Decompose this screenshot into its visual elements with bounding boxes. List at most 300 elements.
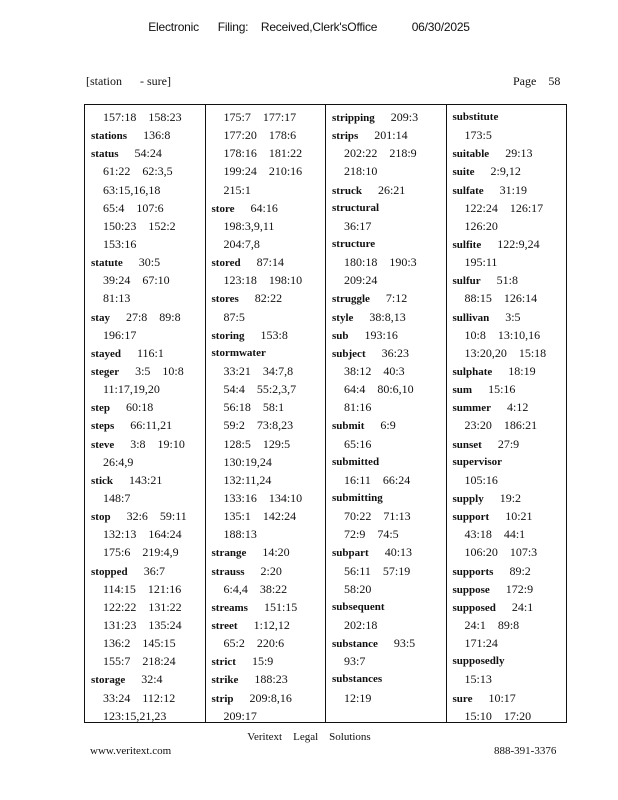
index-refs: 202:18 — [344, 617, 378, 632]
index-term: status — [91, 148, 119, 161]
index-entry — [332, 308, 446, 326]
index-continuation — [212, 580, 326, 598]
index-entry — [212, 562, 326, 580]
index-term: stopped — [91, 565, 128, 578]
index-refs: 178:16 181:22 — [223, 146, 303, 161]
index-continuation — [91, 525, 205, 543]
index-refs: 33:21 34:7,8 — [223, 363, 294, 378]
index-refs: 43:18 44:1 — [464, 527, 526, 542]
index-refs: 89:2 — [509, 563, 531, 578]
index-refs: 70:22 71:13 — [344, 509, 411, 524]
index-entry — [91, 562, 205, 580]
index-refs: 66:11,21 — [130, 418, 173, 433]
index-refs: 40:13 — [384, 545, 413, 560]
index-continuation — [212, 453, 326, 471]
index-term: statute — [91, 257, 123, 270]
index-continuation — [453, 670, 567, 688]
index-refs: 56:11 57:19 — [344, 563, 411, 578]
index-entry — [212, 253, 326, 271]
index-continuation — [91, 108, 205, 126]
index-term: supposedly — [452, 655, 505, 668]
index-entry — [91, 435, 205, 453]
index-term: sulfate — [452, 184, 484, 197]
index-refs: 218:10 — [344, 164, 378, 179]
index-continuation — [212, 380, 326, 398]
index-continuation — [332, 144, 446, 162]
index-continuation — [453, 289, 567, 307]
index-continuation — [91, 580, 205, 598]
index-term: sullivan — [452, 311, 490, 324]
index-continuation — [91, 162, 205, 180]
index-term: summer — [452, 402, 491, 415]
index-refs: 16:11 66:24 — [344, 472, 411, 487]
index-refs: 175:7 177:17 — [223, 110, 297, 124]
index-refs: 3:5 — [505, 309, 521, 324]
index-continuation — [91, 271, 205, 289]
index-term: submitting — [332, 491, 383, 504]
index-grid — [84, 104, 567, 723]
index-refs: 106:20 107:3 — [464, 545, 538, 560]
index-refs: 12:19 — [344, 690, 372, 705]
index-refs: 143:21 — [129, 472, 163, 487]
index-term: strange — [211, 547, 247, 560]
index-entry — [453, 489, 567, 507]
index-refs: 173:5 — [464, 128, 492, 143]
index-refs: 59:2 73:8,23 — [223, 418, 294, 433]
index-refs: 10:8 13:10,16 — [464, 327, 541, 342]
index-refs: 56:18 58:1 — [223, 400, 285, 415]
index-refs: 39:24 67:10 — [103, 273, 170, 288]
index-term: subsequent — [332, 600, 385, 613]
index-entry — [453, 398, 567, 416]
index-term: subpart — [332, 547, 369, 560]
index-entry — [332, 181, 446, 199]
index-term: strip — [211, 692, 234, 705]
index-continuation — [212, 126, 326, 144]
index-refs: 6:4,4 38:22 — [223, 581, 288, 596]
index-refs: 122:22 131:22 — [103, 599, 182, 614]
index-refs: 209:17 — [223, 708, 257, 722]
index-continuation — [332, 398, 446, 416]
index-column-4 — [446, 105, 567, 722]
index-refs: 150:23 152:2 — [103, 218, 176, 233]
index-term: submit — [332, 420, 365, 433]
index-continuation — [212, 416, 326, 434]
index-term: streams — [211, 601, 248, 614]
index-refs: 105:16 — [464, 472, 498, 487]
index-refs: 148:7 — [103, 490, 131, 505]
index-continuation — [91, 453, 205, 471]
index-entry — [332, 598, 446, 616]
index-continuation — [212, 362, 326, 380]
index-continuation — [91, 634, 205, 652]
index-refs: 196:17 — [103, 327, 137, 342]
index-refs: 131:23 135:24 — [103, 617, 182, 632]
index-continuation — [212, 271, 326, 289]
index-refs: 65:2 220:6 — [223, 636, 285, 651]
index-term: structure — [332, 237, 376, 250]
index-entry — [212, 670, 326, 688]
index-continuation — [332, 652, 446, 670]
index-entry — [453, 562, 567, 580]
index-term: stations — [91, 130, 128, 143]
index-term: stick — [91, 474, 113, 487]
index-refs: 10:21 — [505, 509, 533, 524]
index-continuation — [453, 416, 567, 434]
index-term: supply — [452, 492, 484, 505]
index-continuation — [91, 217, 205, 235]
index-entry — [91, 126, 205, 144]
index-term: step — [91, 402, 110, 415]
index-refs: 27:8 89:8 — [125, 309, 181, 324]
index-refs: 4:12 — [507, 400, 529, 415]
index-term: steve — [91, 438, 115, 451]
index-entry — [453, 271, 567, 289]
index-refs: 93:7 — [344, 654, 366, 669]
index-refs: 1:12,12 — [253, 617, 290, 632]
index-continuation — [332, 253, 446, 271]
index-entry — [332, 543, 446, 561]
index-term: stormwater — [211, 346, 266, 359]
index-term: storage — [91, 674, 126, 687]
index-refs: 153:8 — [260, 327, 288, 342]
index-entry — [453, 162, 567, 180]
footer-company: Veritext Legal Solutions — [247, 731, 371, 743]
index-refs: 209:3 — [390, 110, 419, 124]
index-refs: 133:16 134:10 — [223, 490, 303, 505]
index-entry — [453, 235, 567, 253]
index-term: sulphate — [452, 365, 493, 378]
index-refs: 87:14 — [256, 255, 284, 270]
index-entry — [332, 108, 446, 126]
index-refs: 81:13 — [103, 291, 131, 306]
index-term: support — [452, 511, 490, 524]
index-term: steps — [91, 420, 115, 433]
index-refs: 15:16 — [488, 382, 516, 397]
index-refs: 93:5 — [393, 636, 416, 651]
index-refs: 155:7 218:24 — [103, 654, 176, 669]
index-term: style — [332, 311, 354, 324]
index-refs: 195:11 — [464, 255, 498, 270]
index-refs: 82:22 — [254, 291, 283, 306]
index-term: subject — [332, 347, 366, 360]
index-refs: 177:20 178:6 — [223, 128, 297, 143]
index-continuation — [212, 471, 326, 489]
index-refs: 63:15,16,18 — [103, 182, 161, 197]
footer-website: www.veritext.com — [90, 745, 172, 757]
index-refs: 38:8,13 — [369, 309, 406, 324]
index-refs: 198:3,9,11 — [223, 218, 275, 233]
index-refs: 209:8,16 — [249, 690, 292, 705]
index-refs: 64:16 — [250, 200, 278, 215]
index-refs: 151:15 — [263, 599, 298, 614]
index-refs: 10:17 — [488, 690, 516, 705]
index-refs: 24:1 89:8 — [464, 617, 520, 632]
index-continuation — [91, 689, 205, 707]
index-range: [station - sure] — [86, 74, 171, 88]
index-refs: 38:12 40:3 — [344, 363, 405, 378]
index-entry — [91, 398, 205, 416]
index-entry — [91, 507, 205, 525]
index-refs: 136:2 145:15 — [103, 636, 176, 651]
index-entry — [332, 199, 446, 217]
index-refs: 188:23 — [254, 672, 288, 687]
index-continuation — [453, 634, 567, 652]
index-refs: 33:24 112:12 — [103, 690, 176, 705]
index-column-1 — [85, 105, 205, 722]
index-continuation — [212, 525, 326, 543]
index-refs: 172:9 — [505, 581, 534, 596]
index-continuation — [212, 435, 326, 453]
index-term: stayed — [91, 347, 121, 360]
index-term: store — [211, 202, 235, 215]
index-refs: 126:20 — [464, 218, 498, 233]
index-continuation — [453, 126, 567, 144]
index-entry — [332, 489, 446, 507]
index-continuation — [332, 580, 446, 598]
index-term: storing — [211, 329, 245, 342]
index-refs: 6:9 — [380, 418, 396, 433]
index-refs: 88:15 126:14 — [464, 291, 538, 306]
index-continuation — [332, 435, 446, 453]
index-entry — [453, 308, 567, 326]
index-term: stores — [211, 293, 239, 306]
index-refs: 132:13 164:24 — [103, 527, 182, 542]
index-refs: 123:15,21,23 — [103, 708, 167, 722]
index-refs: 122:24 126:17 — [464, 200, 544, 215]
index-refs: 15:9 — [251, 654, 274, 669]
index-continuation — [332, 689, 446, 707]
index-refs: 19:2 — [499, 490, 522, 505]
index-refs: 128:5 129:5 — [223, 436, 291, 451]
index-continuation — [453, 616, 567, 634]
index-term: suitable — [452, 148, 490, 161]
index-entry — [332, 416, 446, 434]
index-term: structural — [332, 201, 380, 214]
index-refs: 29:13 — [505, 146, 533, 161]
index-term: substance — [332, 638, 378, 651]
index-continuation — [212, 144, 326, 162]
index-refs: 65:4 107:6 — [103, 200, 164, 215]
index-continuation — [332, 271, 446, 289]
index-entry — [91, 362, 205, 380]
index-continuation — [91, 489, 205, 507]
index-refs: 215:1 — [223, 182, 251, 197]
index-refs: 11:17,19,20 — [103, 382, 160, 397]
index-refs: 123:18 198:10 — [223, 273, 303, 288]
index-continuation — [212, 489, 326, 507]
index-entry — [91, 670, 205, 688]
index-refs: 23:20 186:21 — [464, 418, 538, 433]
index-term: stored — [211, 257, 241, 270]
index-continuation — [91, 380, 205, 398]
index-refs: 132:11,24 — [223, 472, 272, 487]
index-refs: 72:9 74:5 — [344, 527, 399, 542]
index-continuation — [91, 199, 205, 217]
index-refs: 171:24 — [464, 636, 498, 651]
index-entry — [91, 471, 205, 489]
index-continuation — [332, 562, 446, 580]
index-entry — [91, 416, 205, 434]
index-refs: 14:20 — [262, 545, 290, 560]
index-refs: 32:4 — [141, 672, 163, 687]
index-refs: 130:19,24 — [223, 454, 272, 469]
index-refs: 157:18 158:23 — [103, 110, 182, 124]
index-continuation — [212, 235, 326, 253]
footer-phone: 888-391-3376 — [494, 745, 557, 757]
index-continuation — [91, 598, 205, 616]
index-continuation — [453, 217, 567, 235]
index-entry — [91, 344, 205, 362]
index-continuation — [212, 108, 326, 126]
index-refs: 26:21 — [377, 182, 406, 197]
index-continuation — [332, 616, 446, 634]
index-refs: 15:10 17:20 — [464, 708, 532, 722]
index-entry — [212, 199, 326, 217]
index-refs: 36:17 — [344, 218, 372, 233]
index-refs: 122:9,24 — [497, 236, 540, 251]
index-continuation — [91, 707, 205, 722]
index-entry — [332, 453, 446, 471]
index-continuation — [212, 308, 326, 326]
index-refs: 26:4,9 — [103, 454, 134, 469]
index-refs: 199:24 210:16 — [223, 164, 303, 179]
index-entry — [91, 308, 205, 326]
index-refs: 30:5 — [138, 255, 161, 270]
index-entry — [332, 344, 446, 362]
index-entry — [212, 326, 326, 344]
index-refs: 15:13 — [464, 672, 492, 687]
index-continuation — [212, 707, 326, 722]
index-entry — [332, 634, 446, 652]
index-continuation — [453, 471, 567, 489]
index-entry — [453, 580, 567, 598]
index-continuation — [453, 326, 567, 344]
index-entry — [212, 616, 326, 634]
index-entry — [212, 689, 326, 707]
index-continuation — [91, 181, 205, 199]
index-continuation — [332, 471, 446, 489]
index-refs: 204:7,8 — [223, 236, 260, 251]
index-refs: 180:18 190:3 — [344, 255, 417, 270]
index-continuation — [91, 543, 205, 561]
index-continuation — [212, 217, 326, 235]
index-term: strike — [211, 674, 239, 687]
index-entry — [453, 380, 567, 398]
index-entry — [453, 689, 567, 707]
index-continuation — [332, 380, 446, 398]
index-entry — [453, 108, 567, 126]
index-term: suppose — [452, 583, 490, 596]
index-refs: 54:24 — [134, 146, 162, 161]
index-refs: 202:22 218:9 — [344, 146, 417, 161]
index-continuation — [332, 525, 446, 543]
index-entry — [453, 362, 567, 380]
index-entry — [91, 253, 205, 271]
index-continuation — [453, 344, 567, 362]
index-entry — [332, 670, 446, 688]
index-entry — [453, 181, 567, 199]
index-refs: 61:22 62:3,5 — [103, 164, 173, 179]
index-continuation — [332, 217, 446, 235]
index-refs: 60:18 — [125, 400, 154, 415]
index-term: supports — [452, 565, 494, 578]
index-continuation — [91, 235, 205, 253]
index-continuation — [453, 199, 567, 217]
index-term: sure — [452, 692, 473, 705]
index-continuation — [332, 507, 446, 525]
index-term: stay — [91, 311, 110, 324]
index-refs: 201:14 — [374, 128, 408, 143]
index-refs: 54:4 55:2,3,7 — [223, 382, 297, 397]
index-refs: 18:19 — [508, 363, 536, 378]
index-entry — [332, 289, 446, 307]
index-entry — [453, 453, 567, 471]
index-term: sunset — [452, 438, 482, 451]
index-refs: 36:7 — [143, 563, 166, 578]
index-refs: 65:16 — [344, 436, 372, 451]
index-refs: 24:1 — [511, 599, 534, 614]
index-continuation — [453, 543, 567, 561]
index-term: suite — [452, 166, 475, 179]
index-refs: 51:8 — [496, 273, 518, 288]
index-column-2 — [205, 105, 326, 722]
index-refs: 32:6 59:11 — [126, 509, 187, 524]
index-term: sulfite — [452, 238, 482, 251]
index-entry — [453, 652, 567, 670]
index-term: substitute — [452, 111, 499, 123]
index-continuation — [332, 162, 446, 180]
index-continuation — [453, 253, 567, 271]
index-refs: 36:23 — [381, 345, 409, 360]
index-entry — [212, 543, 326, 561]
index-term: struck — [332, 184, 362, 197]
index-refs: 136:8 — [143, 128, 171, 143]
index-refs: 2:20 — [260, 563, 282, 578]
index-continuation — [212, 398, 326, 416]
index-refs: 3:5 10:8 — [135, 363, 184, 378]
index-term: submitted — [332, 455, 380, 468]
index-term: supposed — [452, 601, 496, 614]
page-number: Page 58 — [513, 74, 561, 88]
index-term: stripping — [332, 112, 375, 124]
index-refs: 58:20 — [344, 581, 372, 596]
index-refs: 135:1 142:24 — [223, 509, 297, 524]
index-entry — [212, 598, 326, 616]
index-refs: 2:9,12 — [490, 164, 521, 179]
index-refs: 27:9 — [497, 436, 520, 451]
index-entry — [212, 289, 326, 307]
index-refs: 209:24 — [344, 273, 378, 288]
index-entry — [332, 126, 446, 144]
index-continuation — [91, 326, 205, 344]
index-entry — [453, 435, 567, 453]
index-refs: 64:4 80:6,10 — [344, 382, 414, 397]
index-refs: 7:12 — [385, 291, 408, 306]
index-refs: 13:20,20 15:18 — [464, 345, 547, 360]
index-continuation — [91, 289, 205, 307]
index-refs: 116:1 — [136, 345, 164, 360]
index-column-3 — [325, 105, 446, 722]
index-entry — [212, 344, 326, 362]
index-entry — [91, 144, 205, 162]
index-term: sum — [452, 384, 473, 397]
index-continuation — [453, 525, 567, 543]
index-term: sub — [332, 329, 349, 342]
index-term: substances — [332, 673, 383, 686]
index-continuation — [212, 162, 326, 180]
index-refs: 114:15 121:16 — [103, 581, 182, 596]
